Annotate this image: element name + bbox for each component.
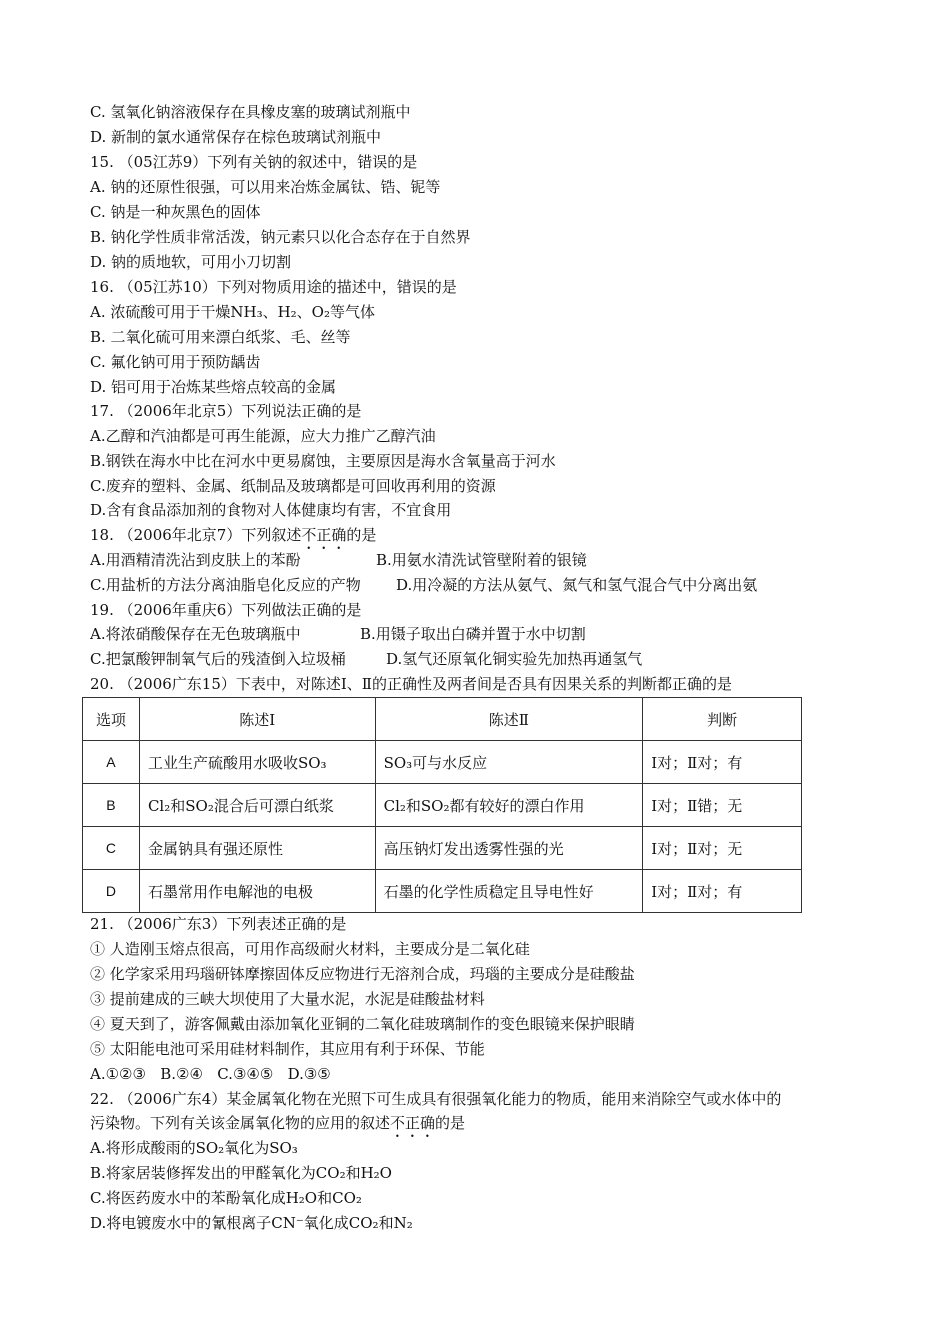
table-row [83,741,802,784]
cell-option: A [83,741,140,784]
table-header-row [83,698,802,741]
question-19-stem: 19. （2006年重庆6）下列做法正确的是 [90,601,362,619]
cell-judgment: Ⅰ对；Ⅱ对；有 [643,741,802,784]
cell-option: D [83,870,140,913]
text-line: D. 铝可用于冶炼某些熔点较高的金属 [90,378,337,396]
text-line: C. 钠是一种灰黑色的固体 [90,203,261,221]
statement-item: ① 人造刚玉熔点很高，可用作高级耐火材料，主要成分是二氧化硅 [90,940,530,958]
header-cell: 陈述Ⅰ [139,698,375,741]
option-b: B.用氨水清洗试管壁附着的银镜 [376,551,587,569]
header-cell: 选项 [83,698,140,741]
cell-statement-2: 高压钠灯发出透雾性强的光 [375,827,643,870]
statement-item: ② 化学家采用玛瑙研钵摩擦固体反应物进行无溶剂合成，玛瑙的主要成分是硅酸盐 [90,965,635,983]
statement-item: ⑤ 太阳能电池可采用硅材料制作，其应用有利于环保、节能 [90,1040,485,1058]
option-c: C.用盐析的方法分离油脂皂化反应的产物 [90,576,361,594]
text-line: A.乙醇和汽油都是可再生能源，应大力推广乙醇汽油 [90,427,436,445]
cell-statement-1: Cl₂和SO₂混合后可漂白纸浆 [139,784,375,827]
watermark-logo [672,1162,862,1202]
table-row [83,870,802,913]
option-a: A.用酒精清洗沾到皮肤上的苯酚 [90,551,301,569]
answer-options: A.①②③ B.②④ C.③④⑤ D.③⑤ [90,1065,331,1083]
question-16-stem: 16. （05江苏10）下列对物质用途的描述中，错误的是 [90,278,457,296]
emphasis-text: 不正确 [390,1114,436,1132]
text-line: C.废弃的塑料、金属、纸制品及玻璃都是可回收再利用的资源 [90,477,496,495]
option-d: D.用冷凝的方法从氨气、氮气和氢气混合气中分离出氨 [396,576,758,594]
text-line: B.钢铁在海水中比在河水中更易腐蚀，主要原因是海水含氧量高于河水 [90,452,556,470]
table-row [83,784,802,827]
option-c: C.把氯酸钾制氧气后的残渣倒入垃圾桶 [90,650,346,668]
question-20-stem: 20. （2006广东15）下表中，对陈述Ⅰ、Ⅱ的正确性及两者间是否具有因果关系的判断都正确的是 [90,675,733,693]
cell-option: C [83,827,140,870]
header-cell: 判断 [643,698,802,741]
question-15-stem: 15. （05江苏9）下列有关钠的叙述中，错误的是 [90,153,418,171]
text-line: A. 浓硫酸可用于干燥NH₃、H₂、O₂等气体 [90,303,375,321]
cell-statement-2: 石墨的化学性质稳定且导电性好 [375,870,643,913]
option-c: C.将医药废水中的苯酚氧化成H₂O和CO₂ [90,1189,362,1207]
text-line: A. 钠的还原性很强，可以用来冶炼金属钛、锆、铌等 [90,178,441,196]
statement-item: ③ 提前建成的三峡大坝使用了大量水泥，水泥是硅酸盐材料 [90,990,485,1008]
question-21-stem: 21. （2006广东3）下列表述正确的是 [90,915,347,933]
option-d: D.氢气还原氧化铜实验先加热再通氢气 [386,650,643,668]
option-b: B.将家居装修挥发出的甲醛氧化为CO₂和H₂O [90,1164,392,1182]
option-a: A.将形成酸雨的SO₂氧化为SO₃ [90,1139,298,1157]
cell-option: B [83,784,140,827]
option-d: D.将电镀废水中的氰根离子CN⁻氧化成CO₂和N₂ [90,1214,413,1232]
text-line: B. 二氧化硫可用来漂白纸浆、毛、丝等 [90,328,351,346]
header-cell: 陈述Ⅱ [375,698,643,741]
option-b: B.用镊子取出白磷并置于水中切割 [360,625,586,643]
question-22-stem: 22. （2006广东4）某金属氧化物在光照下可生成具有很强氧化能力的物质，能用来消除空气或水体中的 [90,1090,782,1108]
cell-statement-1: 石墨常用作电解池的电极 [139,870,375,913]
text-line: D.含有食品添加剂的食物对人体健康均有害，不宜食用 [90,501,452,519]
emphasis-text: 不正确 [301,526,347,544]
cell-judgment: Ⅰ对；Ⅱ错；无 [643,784,802,827]
text-line: C. 氟化钠可用于预防龋齿 [90,353,261,371]
question-18-stem: 18. （2006年北京7）下列叙述不正确的是 [90,526,377,544]
watermark-logo [672,1282,862,1322]
option-a: A.将浓硝酸保存在无色玻璃瓶中 [90,625,301,643]
text-line: D. 新制的氯水通常保存在棕色玻璃试剂瓶中 [90,128,382,146]
cell-statement-2: Cl₂和SO₂都有较好的漂白作用 [375,784,643,827]
judgment-table [82,697,802,913]
cell-judgment: Ⅰ对；Ⅱ对；有 [643,870,802,913]
cell-judgment: Ⅰ对；Ⅱ对；无 [643,827,802,870]
question-22-stem-cont: 污染物。下列有关该金属氧化物的应用的叙述不正确的是 [90,1114,466,1132]
table-row [83,827,802,870]
cell-statement-1: 金属钠具有强还原性 [139,827,375,870]
statement-item: ④ 夏天到了，游客佩戴由添加氧化亚铜的二氧化硅玻璃制作的变色眼镜来保护眼睛 [90,1015,635,1033]
cell-statement-2: SO₃可与水反应 [375,741,643,784]
question-17-stem: 17. （2006年北京5）下列说法正确的是 [90,402,362,420]
cell-statement-1: 工业生产硫酸用水吸收SO₃ [139,741,375,784]
text-line: B. 钠化学性质非常活泼，钠元素只以化合态存在于自然界 [90,228,471,246]
text-line: D. 钠的质地软，可用小刀切割 [90,253,292,271]
text-line: C. 氢氧化钠溶液保存在具橡皮塞的玻璃试剂瓶中 [90,103,411,121]
